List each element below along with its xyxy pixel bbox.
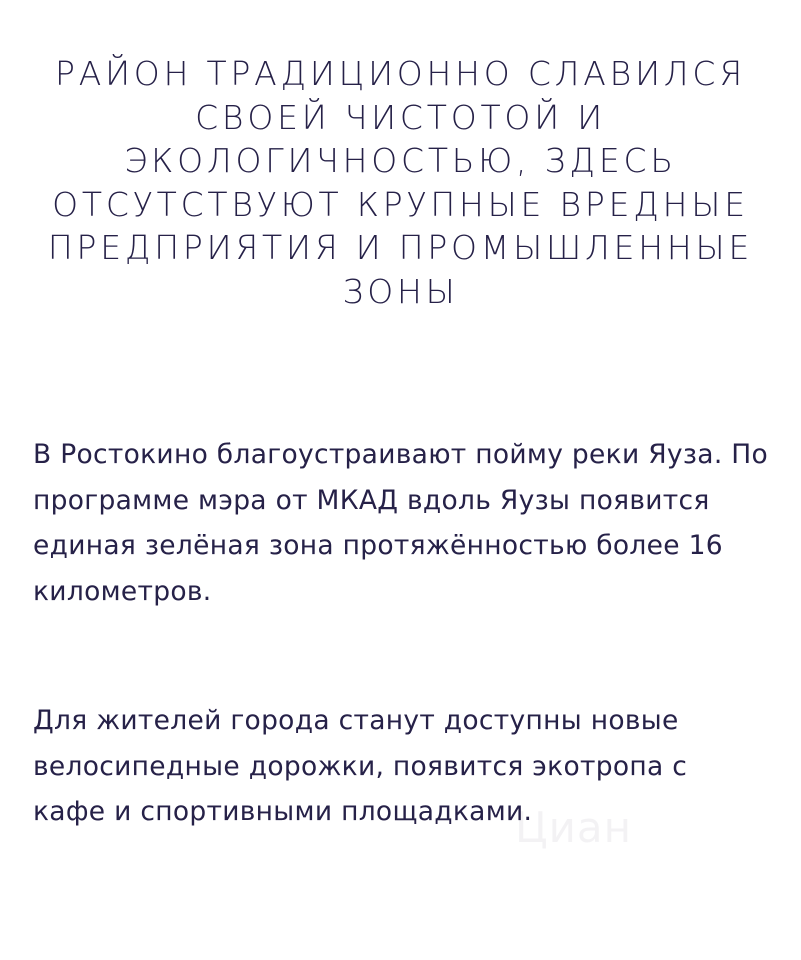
page-headline: РАЙОН ТРАДИЦИОННО СЛАВИЛСЯ СВОЕЙ ЧИСТОТОЙ И ЭКОЛОГИЧНОСТЬЮ, ЗДЕСЬ ОТСУТСТВУЮТ КРУПНЫЕ ВРЕДНЫЕ ПРЕДПРИЯТИЯ И ПРОМЫШЛЕННЫЕ ЗОНЫ	[47, 54, 754, 311]
paragraph-yauza-floodplain: В Ростокино благоустраивают пойму реки Яуза. По программе мэра от МКАД вдоль Яузы появится единая зелёная зона протяжённостью более 16 километров.	[33, 439, 769, 607]
watermark-logo: Циан	[515, 803, 633, 852]
paragraph-bike-paths: Для жителей города станут доступны новые велосипедные дорожки, появится экотропа с кафе и спортивными площадками.	[33, 705, 688, 827]
